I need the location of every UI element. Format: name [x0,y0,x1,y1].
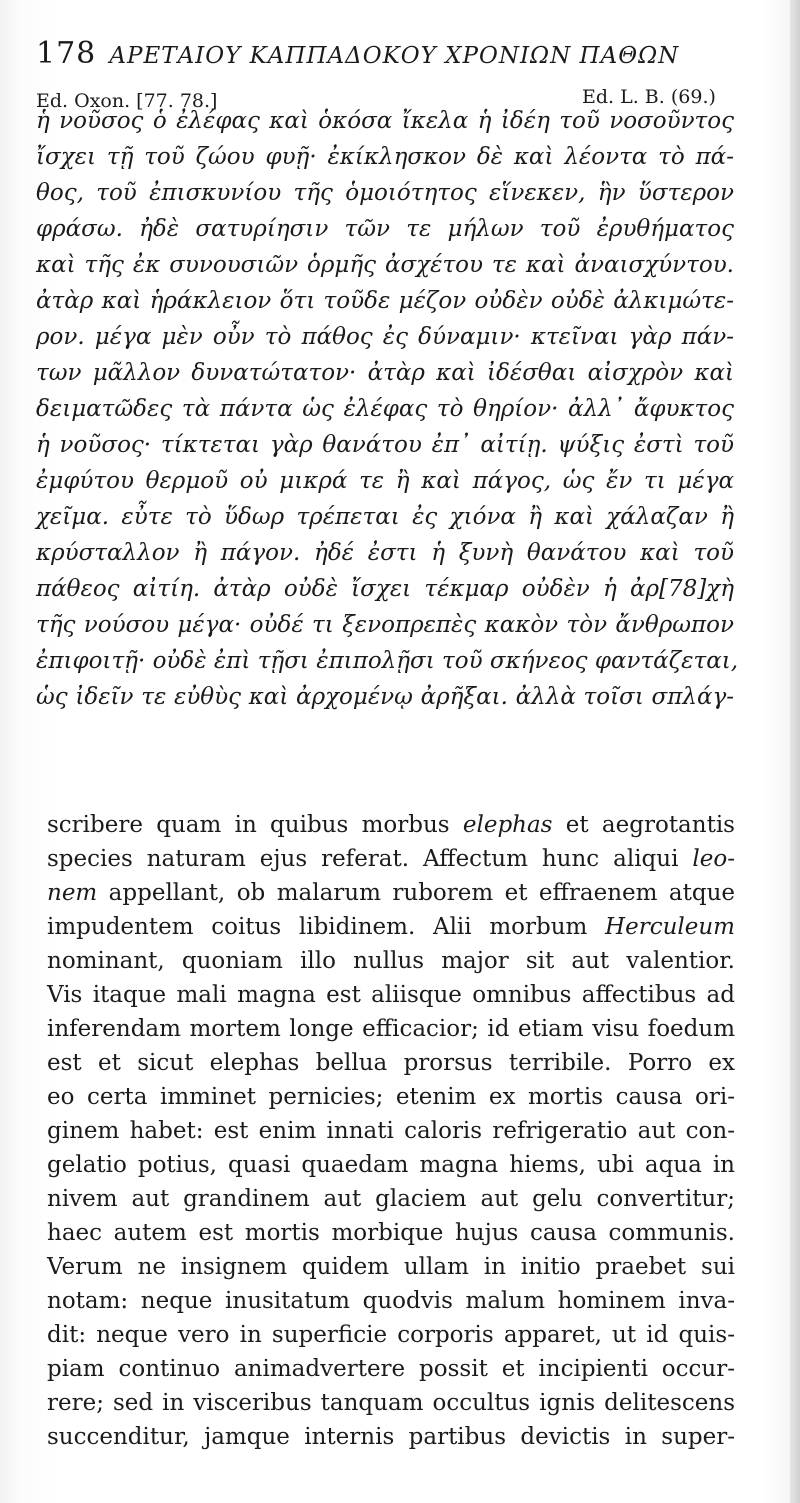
latin-line: ginem habet: est enim innati caloris refrigeratio aut con- [47,1118,735,1144]
latin-line: impudentem coitus libidinem. Alii morbum Herculeum [47,914,735,940]
running-title: ΑΡΕΤΑΙΟΥ ΚΑΠΠΑΔΟΚΟΥ ΧΡΟΝΙΩΝ ΠΑΘΩΝ [109,43,680,69]
greek-line: ὡς ἰδεῖν τε εὐθὺς καὶ ἀρχομένῳ ἀρῆξαι. ἀλλὰ τοῖσι σπλάγ- [36,684,734,710]
page-edge-shadow [790,0,800,1503]
latin-line: nem appellant, ob malarum ruborem et effraenem atque [47,880,735,906]
latin-line: rere; sed in visceribus tanquam occultus ignis delitescens [47,1390,735,1416]
greek-line: ἡ νοῦσος· τίκτεται γὰρ θανάτου ἐπ᾽ αἰτίῃ. ψύξις ἐστὶ τοῦ [36,432,734,458]
greek-line: ἐμφύτου θερμοῦ οὐ μικρά τε ἢ καὶ πάγος, ὡς ἔν τι μέγα [36,468,734,494]
latin-line: Vis itaque mali magna est aliisque omnibus affectibus ad [47,982,735,1008]
latin-line: haec autem est mortis morbique hujus causa communis. [47,1220,735,1246]
latin-line: inferendam mortem longe efficacior; id etiam visu foedum [47,1016,735,1042]
greek-line: χεῖμα. εὖτε τὸ ὕδωρ τρέπεται ἐς χιόνα ἢ καὶ χάλαζαν ἢ [36,504,734,530]
greek-line: ἐπιφοιτῇ· οὐδὲ ἐπὶ τῇσι ἐπιπολῇσι τοῦ σκήνεος φαντάζεται, [36,648,739,674]
edition-oxford-ref: Ed. Oxon. [77. 78.] [36,90,218,112]
greek-line: κρύσταλλον ἢ πάγον. ἠδέ ἐστι ἡ ξυνὴ θανάτου καὶ τοῦ [36,540,734,566]
greek-line: ρον. μέγα μὲν οὖν τὸ πάθος ἐς δύναμιν· κτεῖναι γὰρ πάν- [36,324,734,350]
greek-line: τῆς νούσου μέγα· οὐδέ τι ξενοπρεπὲς κακὸν τὸν ἄνθρωπον [36,612,734,638]
latin-line: nominant, quoniam illo nullus major sit aut valentior. [47,948,735,974]
latin-line: eo certa imminet pernicies; etenim ex mortis causa ori- [47,1084,735,1110]
greek-line: ἡ νοῦσος ὁ ἐλέφας καὶ ὁκόσα ἴκελα ἡ ἰδέη τοῦ νοσοῦντος [36,108,734,134]
page-number: 178 [36,36,97,71]
running-header [36,36,679,71]
greek-line: φράσω. ἠδὲ σατυρίησιν τῶν τε μήλων τοῦ ἐρυθήματος [36,216,734,242]
latin-line: nivem aut grandinem aut glaciem aut gelu convertitur; [47,1186,735,1212]
greek-line: ἀτὰρ καὶ ἡράκλειον ὅτι τοῦδε μέζον οὐδὲν οὐδὲ ἀλκιμώτε- [36,288,734,314]
greek-line: θος, τοῦ ἐπισκυνίου τῆς ὁμοιότητος εἵνεκεν, ἣν ὕστερον [36,180,734,206]
edition-leiden-ref: Ed. L. B. (69.) [582,86,716,108]
greek-line: των μᾶλλον δυνατώτατον· ἀτὰρ καὶ ἰδέσθαι αἰσχρὸν καὶ [36,360,734,386]
greek-line: δειματῶδες τὰ πάντα ὡς ἐλέφας τὸ θηρίον· ἀλλ᾽ ἄφυκτος [36,396,734,422]
greek-line: πάθεος αἰτίη. ἀτὰρ οὐδὲ ἴσχει τέκμαρ οὐδὲν ἡ ἀρ[78]χὴ [36,576,734,602]
latin-line: succenditur, jamque internis partibus devictis in super- [47,1424,735,1450]
latin-line: scribere quam in quibus morbus elephas et aegrotantis [47,812,735,838]
latin-line: est et sicut elephas bellua prorsus terribile. Porro ex [47,1050,735,1076]
latin-line: notam: neque inusitatum quodvis malum hominem inva- [47,1288,735,1314]
greek-line: καὶ τῆς ἐκ συνουσιῶν ὁρμῆς ἀσχέτου τε καὶ ἀναισχύντου. [36,252,734,278]
latin-line: piam continuo animadvertere possit et incipienti occur- [47,1356,735,1382]
latin-line: Verum ne insignem quidem ullam in initio praebet sui [47,1254,735,1280]
latin-line: dit: neque vero in superficie corporis apparet, ut id quis- [47,1322,735,1348]
latin-line: gelatio potius, quasi quaedam magna hiems, ubi aqua in [47,1152,735,1178]
latin-line: species naturam ejus referat. Affectum hunc aliqui leo- [47,846,735,872]
greek-line: ἴσχει τῇ τοῦ ζώου φυῇ· ἐκίκλησκον δὲ καὶ λέοντα τὸ πά- [36,144,734,170]
